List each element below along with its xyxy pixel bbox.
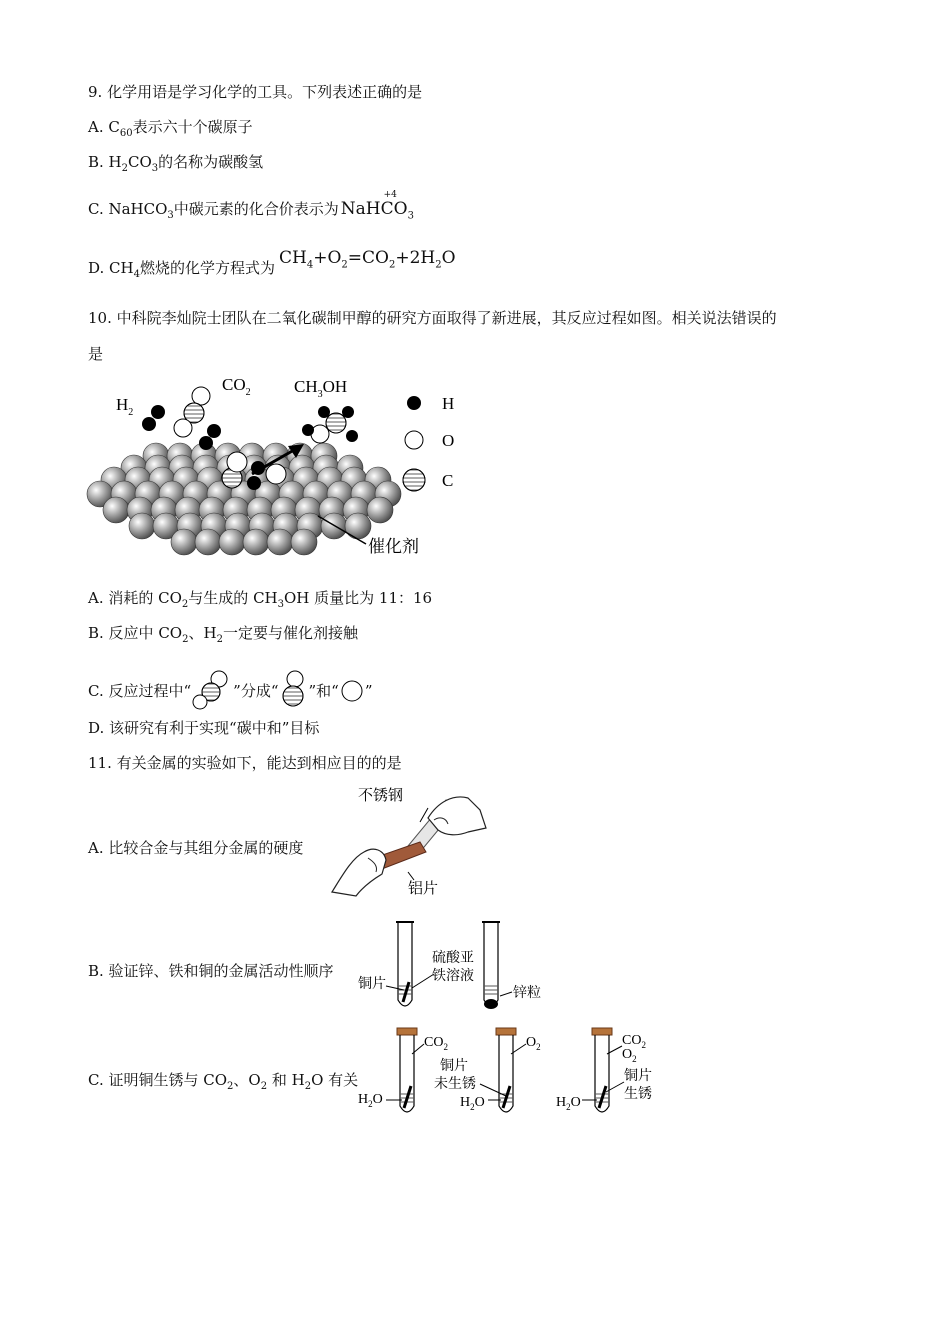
zinc-granules	[484, 999, 498, 1009]
t2-note-line2: 未生锈	[434, 1076, 476, 1092]
t3-gas-label-2: $O_2$	[622, 1047, 637, 1064]
q11-option-c: C. 证明铜生锈与 $CO_2$、$O_2$ 和 $H_2O$ 有关	[88, 1071, 359, 1092]
catalyst-atom	[367, 497, 393, 523]
catalyst-atom	[171, 529, 197, 555]
t1-gas-label: $CO_2$	[424, 1035, 448, 1052]
oxygen-atom	[311, 425, 329, 443]
valence-charge: +4	[383, 190, 397, 200]
stopper	[496, 1028, 516, 1035]
q10-stem-cont: 是	[88, 345, 104, 363]
q11-stem: 11. 有关金属的实验如下，能达到相应目的的是	[88, 754, 402, 772]
t3-water-label: $H_2O$	[556, 1095, 581, 1112]
oxygen-atom	[266, 464, 286, 484]
stopper	[397, 1028, 417, 1035]
catalyst-atom	[345, 513, 371, 539]
legend-o-label: O	[442, 431, 455, 450]
catalyst-atom	[291, 529, 317, 555]
q10-option-d: D. 该研究有利于实现“碳中和”目标	[88, 719, 320, 737]
t2-gas-label: $O_2$	[526, 1035, 541, 1052]
co2-molecule-icon	[191, 670, 233, 710]
q10-option-b: B. 反应中 $CO_2$、$H_2$一定要与催化剂接触	[88, 624, 358, 645]
label-zinc: 锌粒	[513, 985, 541, 1001]
q9-option-c: C. NaHCO$_3$中碳元素的化合价表示为 NaH +4 $CO_3$	[88, 199, 414, 226]
t2-water-label: $H_2O$	[460, 1095, 485, 1112]
catalyst-label: 催化剂	[368, 537, 419, 557]
catalyst-atom	[103, 497, 129, 523]
oxygen-atom	[174, 419, 192, 437]
q9-stem: 9. 化学用语是学习化学的工具。下列表述正确的是	[88, 83, 423, 101]
ch3oh-label: $CH_3OH$	[294, 377, 348, 400]
hand-icon	[428, 797, 486, 835]
legend-c-label: C	[442, 471, 454, 490]
label-feso4-line1: 硫酸亚	[432, 950, 474, 966]
t3-note-line1: 铜片	[624, 1068, 652, 1084]
legend-o-icon	[405, 431, 423, 449]
copper-strip	[404, 1086, 411, 1108]
q11-option-a: A. 比较合金与其组分金属的硬度	[88, 839, 304, 857]
label-feso4-line2: 铁溶液	[432, 968, 474, 984]
catalyst-atom	[219, 529, 245, 555]
co-molecule-icon	[279, 670, 309, 710]
label-stainless-steel: 不锈钢	[358, 786, 404, 804]
q9-option-d: D. $CH_4$燃烧的化学方程式为 $CH_4+O_2=CO_2+2H_2O$	[88, 248, 456, 280]
t3-gas-label-1: $CO_2$	[622, 1033, 646, 1050]
test-tube	[484, 922, 498, 1006]
catalyst-atom	[243, 529, 269, 555]
hydrogen-atom	[199, 436, 213, 450]
catalyst-atom	[195, 529, 221, 555]
h2-label: $H_2$	[116, 395, 134, 418]
catalyst-atom	[129, 513, 155, 539]
catalyst-atom	[267, 529, 293, 555]
t2-note-line1: 铜片	[440, 1058, 468, 1074]
reaction-figure	[86, 368, 466, 568]
q9-option-a: A. $C_{60}$表示六十个碳原子	[88, 118, 253, 139]
q10-option-c: C. 反应过程中“ ”分成“ ”和“ ”	[88, 670, 373, 710]
scratch-experiment-figure	[328, 780, 498, 900]
hydrogen-atom	[151, 405, 165, 419]
copper-strip	[403, 982, 409, 1002]
rust-experiment-figure	[356, 1026, 656, 1120]
t3-note-line2: 生锈	[624, 1086, 652, 1102]
co2-label: $CO_2$	[222, 375, 251, 398]
label-copper: 铜片	[358, 976, 386, 992]
combustion-equation: $CH_4+O_2=CO_2+2H_2O$	[278, 248, 456, 271]
oxygen-atom	[192, 387, 210, 405]
q10-stem: 10. 中科院李灿院士团队在二氧化碳制甲醇的研究方面取得了新进展，其反应过程如图。相关说法错误的	[88, 309, 777, 327]
q9-option-b: B. $H_2CO_3$的名称为碳酸氢	[88, 153, 264, 174]
hydrogen-atom	[207, 424, 221, 438]
hydrogen-atom	[247, 476, 261, 490]
activity-experiment-figure	[356, 916, 556, 1016]
hydrogen-atom	[302, 424, 314, 436]
copper-strip	[503, 1086, 510, 1108]
legend-h-icon	[407, 396, 421, 410]
legend-h-label: H	[442, 394, 455, 413]
hand-icon	[332, 849, 386, 896]
q11-option-b: B. 验证锌、铁和铜的金属活动性顺序	[88, 962, 334, 980]
stopper	[592, 1028, 612, 1035]
q10-option-a: A. 消耗的 $CO_2$与生成的 $CH_3OH$ 质量比为 11：16	[88, 589, 433, 610]
oxygen-atom	[227, 452, 247, 472]
copper-strip	[599, 1086, 606, 1108]
label-aluminum: 铝片	[408, 879, 439, 897]
hydrogen-atom	[142, 417, 156, 431]
t1-water-label: $H_2O$	[358, 1092, 383, 1109]
hydrogen-atom	[346, 430, 358, 442]
oxygen-atom-icon	[339, 678, 365, 704]
